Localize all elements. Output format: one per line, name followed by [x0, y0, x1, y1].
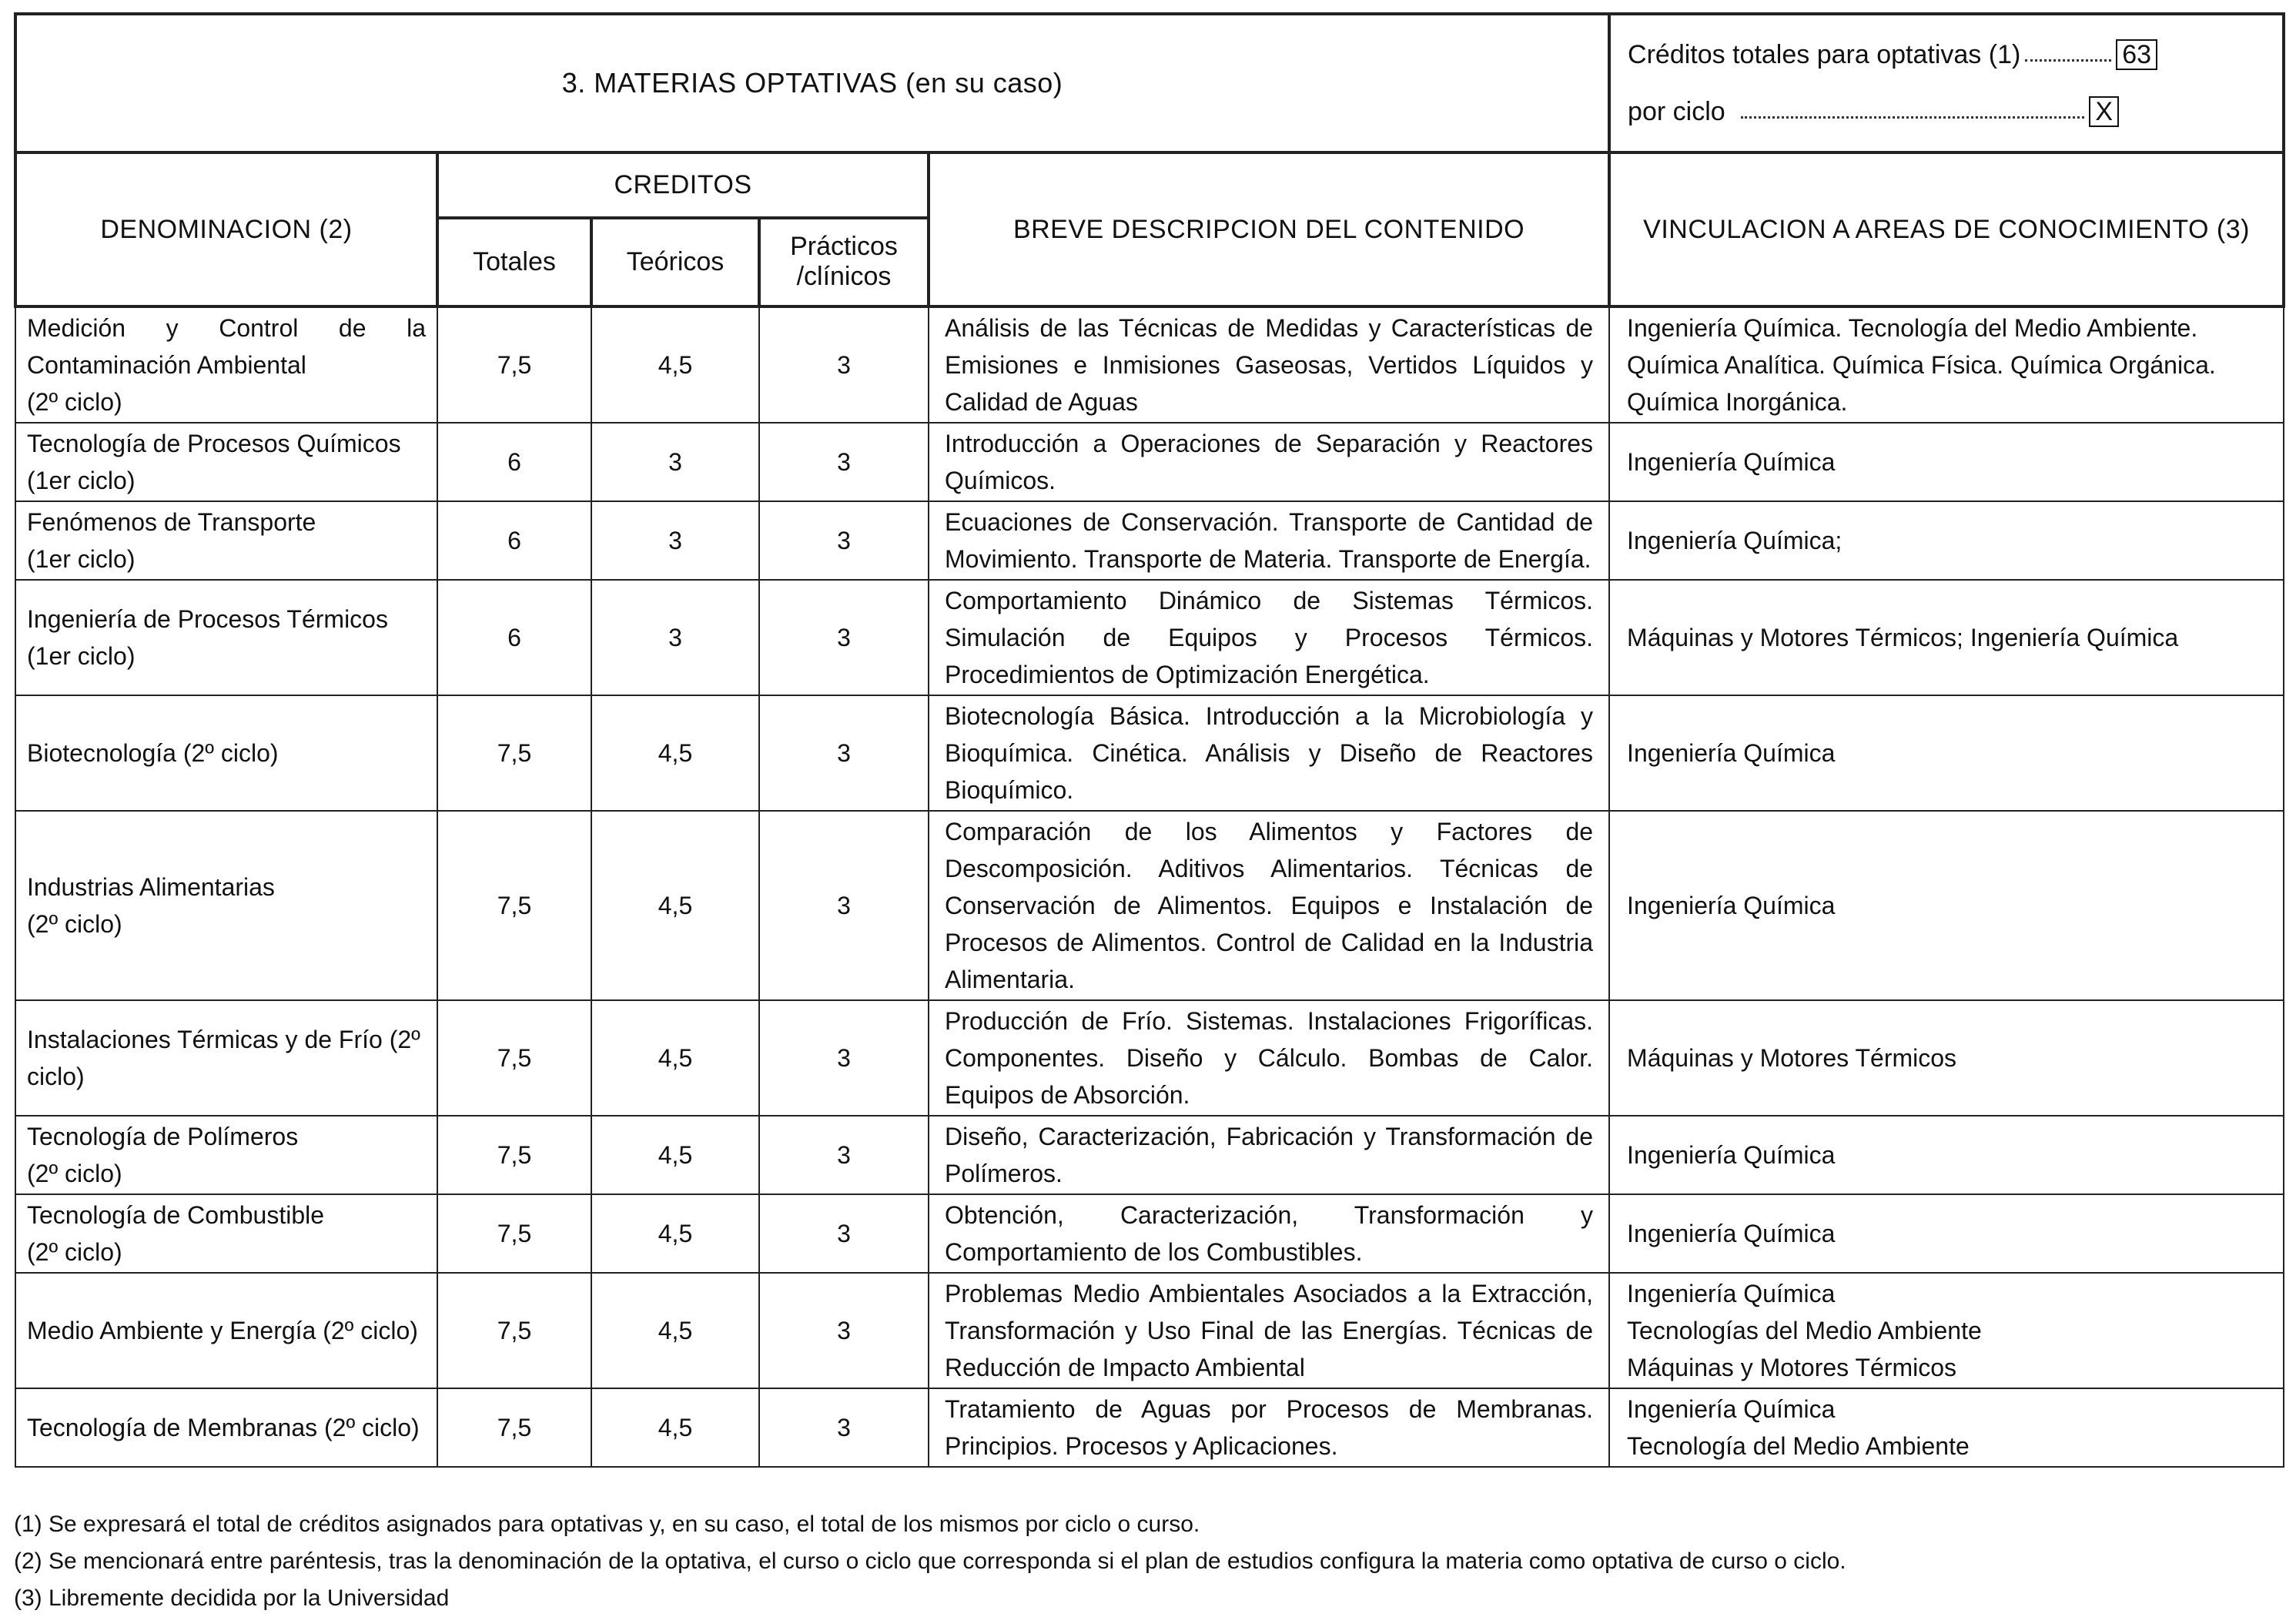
row-teoricos: 4,5 [591, 1273, 759, 1388]
row-vinculacion: Ingeniería Química [1609, 811, 2284, 1000]
row-practicos: 3 [759, 501, 929, 580]
row-vinculacion: Ingeniería Química [1609, 1116, 2284, 1194]
row-teoricos: 3 [591, 423, 759, 501]
col-totales: Totales [437, 218, 591, 306]
row-cycle: (1er ciclo) [27, 467, 136, 494]
row-name: Tecnología de Procesos Químicos [27, 430, 401, 457]
row-teoricos: 4,5 [591, 811, 759, 1000]
row-descripcion: Biotecnología Básica. Introducción a la Microbiología y Bioquímica. Cinética. Análisis y Diseño de Reactores Bioquímico. [929, 695, 1609, 811]
row-vinculacion: Ingeniería Química Tecnología del Medio Ambiente [1609, 1388, 2284, 1467]
table-row [15, 423, 2284, 501]
row-totales: 7,5 [437, 1388, 591, 1467]
row-teoricos: 4,5 [591, 1116, 759, 1194]
row-practicos: 3 [759, 423, 929, 501]
row-practicos: 3 [759, 811, 929, 1000]
row-name: Industrias Alimentarias [27, 873, 275, 901]
row-vinculacion: Ingeniería Química [1609, 1194, 2284, 1273]
row-descripcion: Producción de Frío. Sistemas. Instalaciones Frigoríficas. Componentes. Diseño y Cálculo. Bombas de Calor. Equipos de Absorción. [929, 1000, 1609, 1116]
table-row [15, 695, 2284, 811]
row-descripcion: Problemas Medio Ambientales Asociados a la Extracción, Transformación y Uso Final de las Energías. Técnicas de Reducción de Impacto Ambiental [929, 1273, 1609, 1388]
row-practicos: 3 [759, 1388, 929, 1467]
row-vinculacion: Ingeniería Química [1609, 423, 2284, 501]
footnote-3: (3) Libremente decidida por la Universidad [14, 1585, 450, 1611]
row-name: Medio Ambiente y Energía (2º ciclo) [27, 1317, 418, 1344]
row-totales: 7,5 [437, 1194, 591, 1273]
credits-label: Créditos totales para optativas (1) [1628, 39, 2021, 69]
row-totales: 6 [437, 580, 591, 695]
row-denominacion [15, 811, 437, 1000]
row-cycle: (2º ciclo) [27, 1238, 122, 1266]
col-descripcion: BREVE DESCRIPCION DEL CONTENIDO [929, 152, 1609, 306]
row-vinculacion: Máquinas y Motores Térmicos; Ingeniería Química [1609, 580, 2284, 695]
table-row [15, 501, 2284, 580]
row-practicos: 3 [759, 306, 929, 423]
row-teoricos: 4,5 [591, 1194, 759, 1273]
table-row [15, 580, 2284, 695]
per-cycle-value: X [2089, 96, 2119, 127]
row-practicos: 3 [759, 1273, 929, 1388]
row-totales: 6 [437, 423, 591, 501]
row-denominacion [15, 306, 437, 423]
row-teoricos: 3 [591, 501, 759, 580]
row-cycle: (2º ciclo) [27, 388, 122, 416]
row-denominacion [15, 1273, 437, 1388]
section-title: 3. MATERIAS OPTATIVAS (en su caso) [15, 14, 1609, 152]
row-denominacion [15, 1000, 437, 1116]
row-descripcion: Ecuaciones de Conservación. Transporte de Cantidad de Movimiento. Transporte de Materia. Transporte de Energía. [929, 501, 1609, 580]
row-descripcion: Comportamiento Dinámico de Sistemas Térmicos. Simulación de Equipos y Procesos Térmicos. Procedimientos de Optimización Energética. [929, 580, 1609, 695]
row-name: Fenómenos de Transporte [27, 508, 316, 536]
col-vinculacion: VINCULACION A AREAS DE CONOCIMIENTO (3) [1609, 152, 2284, 306]
row-name: Tecnología de Polímeros [27, 1123, 299, 1150]
row-practicos: 3 [759, 1116, 929, 1194]
row-name: Ingeniería de Procesos Térmicos [27, 605, 388, 633]
row-cycle: (1er ciclo) [27, 545, 136, 573]
credits-value: 63 [2116, 39, 2157, 70]
row-totales: 7,5 [437, 695, 591, 811]
per-cycle-label: por ciclo [1628, 96, 1725, 126]
row-practicos: 3 [759, 695, 929, 811]
row-descripcion: Obtención, Caracterización, Transformación y Comportamiento de los Combustibles. [929, 1194, 1609, 1273]
row-teoricos: 4,5 [591, 1000, 759, 1116]
row-totales: 6 [437, 501, 591, 580]
row-denominacion [15, 1116, 437, 1194]
row-denominacion [15, 1194, 437, 1273]
row-name: Tecnología de Combustible [27, 1201, 325, 1229]
row-practicos: 3 [759, 580, 929, 695]
row-cycle: (2º ciclo) [27, 1160, 122, 1187]
row-teoricos: 3 [591, 580, 759, 695]
col-practicos: Prácticos /clínicos [759, 218, 929, 306]
table-row [15, 1388, 2284, 1467]
row-descripcion: Análisis de las Técnicas de Medidas y Características de Emisiones e Inmisiones Gaseosas, Vertidos Líquidos y Calidad de Aguas [929, 306, 1609, 423]
optativas-table [14, 12, 2285, 1468]
col-denominacion: DENOMINACION (2) [15, 152, 437, 306]
table-row [15, 1194, 2284, 1273]
table-row [15, 1000, 2284, 1116]
table-body [15, 306, 2284, 1467]
row-practicos: 3 [759, 1000, 929, 1116]
table-row [15, 1116, 2284, 1194]
row-vinculacion: Ingeniería Química [1609, 695, 2284, 811]
row-descripcion: Diseño, Caracterización, Fabricación y Transformación de Polímeros. [929, 1116, 1609, 1194]
row-teoricos: 4,5 [591, 695, 759, 811]
row-descripcion: Comparación de los Alimentos y Factores de Descomposición. Aditivos Alimentarios. Técnicas de Conservación de Alimentos. Equipos e Instalación de Procesos de Alimentos. Control de Calidad en la Industria Alimentaria. [929, 811, 1609, 1000]
row-denominacion [15, 501, 437, 580]
row-descripcion: Tratamiento de Aguas por Procesos de Membranas. Principios. Procesos y Aplicaciones. [929, 1388, 1609, 1467]
row-totales: 7,5 [437, 811, 591, 1000]
table-row [15, 1273, 2284, 1388]
row-name: Medición y Control de la Contaminación Ambiental [27, 314, 426, 379]
row-teoricos: 4,5 [591, 1388, 759, 1467]
row-name: Tecnología de Membranas (2º ciclo) [27, 1414, 420, 1441]
row-name: Biotecnología (2º ciclo) [27, 739, 279, 767]
row-vinculacion: Máquinas y Motores Térmicos [1609, 1000, 2284, 1116]
row-cycle: (1er ciclo) [27, 642, 136, 670]
footnote-1: (1) Se expresará el total de créditos asignados para optativas y, en su caso, el total de los mismos por ciclo o curso. [14, 1512, 1200, 1537]
footnotes [14, 1506, 2282, 1617]
document-page [14, 12, 2282, 1617]
col-teoricos: Teóricos [591, 218, 759, 306]
row-totales: 7,5 [437, 306, 591, 423]
row-totales: 7,5 [437, 1116, 591, 1194]
row-vinculacion: Ingeniería Química; [1609, 501, 2284, 580]
row-descripcion: Introducción a Operaciones de Separación y Reactores Químicos. [929, 423, 1609, 501]
footnote-2: (2) Se mencionará entre paréntesis, tras la denominación de la optativa, el curso o ciclo que corresponda si el plan de estudios configura la materia como optativa de curso o ciclo. [14, 1548, 1846, 1574]
row-totales: 7,5 [437, 1000, 591, 1116]
row-teoricos: 4,5 [591, 306, 759, 423]
row-totales: 7,5 [437, 1273, 591, 1388]
row-vinculacion: Ingeniería Química Tecnologías del Medio Ambiente Máquinas y Motores Térmicos [1609, 1273, 2284, 1388]
row-denominacion [15, 1388, 437, 1467]
table-row [15, 306, 2284, 423]
row-practicos: 3 [759, 1194, 929, 1273]
col-creditos: CREDITOS [437, 152, 929, 218]
row-name: Instalaciones Térmicas y de Frío (2º ciclo) [27, 1026, 420, 1090]
row-cycle: (2º ciclo) [27, 910, 122, 938]
row-vinculacion: Ingeniería Química. Tecnología del Medio Ambiente. Química Analítica. Química Física. Química Orgánica. Química Inorgánica. [1609, 306, 2284, 423]
row-denominacion [15, 695, 437, 811]
row-denominacion [15, 580, 437, 695]
row-denominacion [15, 423, 437, 501]
credits-summary [1609, 14, 2284, 152]
table-row [15, 811, 2284, 1000]
